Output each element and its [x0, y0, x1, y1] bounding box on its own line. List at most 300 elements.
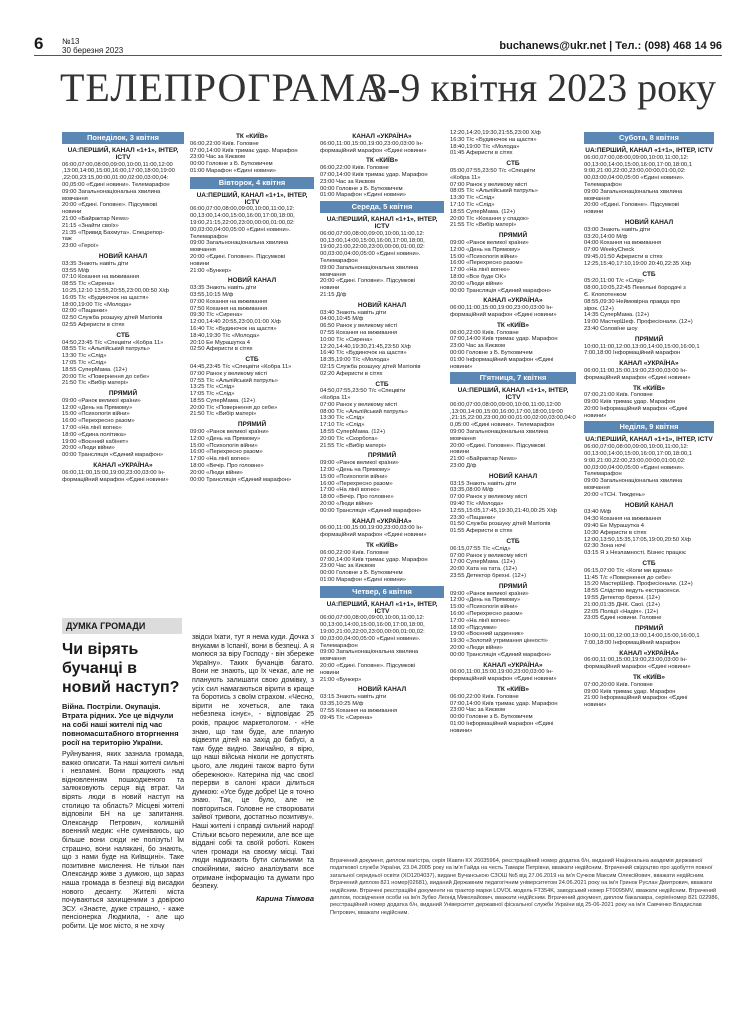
program-line: 21:00 «Байрактар News» [450, 456, 518, 463]
program-line: 13:25 Т/с «Слід» [190, 384, 235, 391]
program-line: новини» [450, 363, 473, 370]
program-line: 20:00 «Єдині. Головне». Підсумкові [584, 202, 680, 209]
issue-info [62, 37, 123, 55]
program-line: 07:50 Кохання на виживання [190, 305, 268, 312]
program-line: 18:40,19:00 Т/с «Молода» [450, 143, 520, 150]
article-headline: Чи вірять бучанці в новий наступ? [62, 641, 180, 696]
program-line: 01:50 Служба розшуку дітей Матіолів [450, 521, 551, 528]
program-line: 00:00 Трансляція «Єдиний марафон» [450, 287, 552, 294]
program-line: ,13:00,14:00,15:00,16:00,17:00,18:00,19:00 [62, 168, 175, 175]
program-line: 18:00,19:00 Т/с «Молода» [62, 301, 132, 308]
channel-name: UA:ПЕРШИЙ, КАНАЛ «1+1», ІНТЕР, ICTV [326, 600, 438, 615]
program-line: 23:00 Час за Києвом [450, 343, 506, 350]
day-header: П'ятниця, 7 квітня [450, 372, 576, 384]
channel-name: КАНАЛ «УКРАЇНА» [483, 297, 543, 305]
program-line: 03:15 Знають навіть діти [450, 480, 517, 487]
program-line: 09:45,01:50 Аферисти в сітях [584, 253, 663, 260]
program-line: 20:00 «Люди війни» [190, 469, 243, 476]
program-line: 22:05 Поліції «Надія». (12+) [584, 608, 659, 615]
program-line: 07:00 Ранок у великому місті [190, 370, 268, 377]
program-line: 07:00,20:00 Київ. Головне [584, 681, 653, 688]
article-lead: Війна. Постріли. Окупація. Втрата рідних. Усе це відчули на собі наші жителі під час повномасштабного вторгнення росії на територію України. [62, 702, 179, 747]
program-line: 07:55 Кохання на виживання [320, 707, 398, 714]
program-line: 01:00 Інформаційний марафон «Єдині [450, 720, 554, 727]
issue-number: №13 [62, 37, 80, 46]
program-line: ,21:15,22:00,23:00,00:00,01:00,02:00,03:00,04:0 [450, 415, 576, 422]
issue-date: 30 березня 2023 [62, 46, 124, 55]
program-line: 21:00 «Бункер» [190, 267, 232, 274]
channel-name: СТБ [506, 538, 520, 546]
program-line: 19:00 МастерШеф. Професіонали. (12+) [584, 319, 693, 326]
program-line: 10:30 Аферисти в сітях [584, 529, 647, 536]
program-line: 7:00,18:00 Інформаційний марафон [584, 350, 681, 357]
program-line: 21:00 «Бункер» [320, 676, 362, 683]
program-line: 08:55,09:30 Неймовірна правда про [584, 298, 681, 305]
day-header: Неділя, 9 квітня [584, 421, 714, 433]
program-line: 15:20 МастерШеф. Професіонали. (12+) [584, 581, 693, 588]
program-line: 11:45 Т/с «Повернення до себе» [584, 574, 671, 581]
channel-name: ТК «КИЇВ» [235, 133, 269, 140]
program-line: 07:55 Т/с «Альпійський патруль» [190, 377, 278, 384]
program-line: 09:00 Київ тримає удар. Марафон [584, 399, 676, 406]
program-line: 9:00,21:00,22:00,23:00,00:00,01:00,02: [584, 168, 686, 175]
program-line: 02:20 Аферисти в сітях [320, 370, 383, 377]
program-line: 16:00 «Перехресно разом» [320, 480, 393, 487]
program-line: 17:00 «На лінії вогню» [62, 425, 122, 432]
program-line: 12:25,15:40,17:10,19:00 20:40,22:35 Х/ф [584, 260, 691, 267]
program-line: 00,13:00,14:00,15:00,16:00,17:00,18:00, [320, 237, 425, 244]
program-line: 12:00,14:40 20:55,23:00,01:00 Х/ф [190, 319, 281, 326]
channel-name: ПРЯМИЙ [634, 625, 664, 633]
program-line: 07:00 Ранок у великому місті [320, 401, 398, 408]
program-line: мовчання [320, 656, 346, 663]
program-line: 00:00 Трансляція «Єдиний марафон» [450, 651, 552, 658]
program-line: 17:10 Т/с «Слід» [320, 422, 365, 429]
program-line: 06:00,11:00,15:00,19:00,23:00,03:00 Ін- [584, 657, 688, 664]
program-line: 7:00,18:00 Інформаційний марафон [584, 639, 681, 646]
channel-name: НОВИЙ КАНАЛ [227, 277, 277, 285]
program-line: 20:00 «Люди війни» [62, 445, 115, 452]
program-line: 03:55 М/ф [62, 267, 90, 274]
program-line: мовчання [584, 485, 610, 492]
program-line: 09:00 Загальнонаціональна хвилина [62, 188, 161, 195]
program-line: 10:00,11:00,12:00,13:00,14:00,15:00,16:00,1 [584, 343, 700, 350]
program-line: 13:30 Т/с «Слід» [62, 353, 107, 360]
program-line: 04:50,07:55,23:50 Т/с «Спецвіти [320, 388, 406, 395]
program-line: 20:00 «Люди війни» [450, 644, 503, 651]
program-line: мовчання [450, 435, 476, 442]
program-line: 12:00 «День на Прямому» [450, 246, 521, 253]
program-line: 19:55 Детектор брехні. (12+) [584, 595, 661, 602]
program-line: 00,13:00,14:00,15:00,16:00,17:00,18:00,1 [584, 161, 692, 168]
program-line: 07:00,14:00 Київ тримає удар. Марафон [450, 700, 558, 707]
program-line: 04:00,10:45 М/ф [320, 316, 364, 323]
program-line: 15:00 «Психологія війни» [190, 442, 258, 449]
channel-name: НОВИЙ КАНАЛ [357, 686, 407, 694]
program-line: 09:00 «Ранок великої країни» [450, 239, 529, 246]
program-line: 01:45 Аферисти в сітях [450, 150, 513, 157]
program-line: 03:40 Знають навіть діти [320, 309, 387, 316]
program-line: 07:10 Кохання на виживання [62, 274, 140, 281]
program-line: 20:00 Т/с «Скорбота» [320, 435, 378, 442]
program-line: 09:00 Загальнонаціональна хвилина [320, 264, 419, 271]
program-line: 03:20,14:00 М/ф [584, 233, 628, 240]
program-line: 06:00,11:00,15:00,19:00,23:00,03:00 Ін- [320, 525, 424, 532]
program-line: 00:00 Головне з Б. Бутковичем [190, 161, 273, 168]
program-line: новини» [450, 727, 473, 734]
program-line: 23:55 Детектор брехні. (12+) [450, 573, 527, 580]
program-line: 13:30 Т/с «Слід» [450, 195, 495, 202]
program-line: 04:45,23:45 Т/с «Спецвіти «Кобра 11» [190, 363, 292, 370]
program-line: 07:00 Ранок у великому місті [450, 181, 528, 188]
program-line: таж [62, 236, 72, 243]
page-header [34, 34, 722, 56]
program-line: 06:00,07:00,08:00,09:00,10:00,11:00,12:00 [450, 401, 561, 408]
program-line: 14:35 СуперМама. (12+) [584, 312, 650, 319]
program-line: 16:30 Т/с «Будиночок на щастя» [450, 136, 537, 143]
program-line: 09:00 «Ранок великої країни» [320, 460, 399, 467]
channel-name: UA:ПЕРШИЙ, КАНАЛ «1+1», ІНТЕР, ICTV [585, 436, 713, 444]
program-line: 17:10 Т/с «Слід» [450, 201, 495, 208]
channel-name: ПРЯМИЙ [367, 452, 397, 460]
opinion-article [62, 618, 316, 1018]
program-line: 20:00 «Єдині. Головне». Підсумкові [320, 662, 416, 669]
channel-name: ТК «КИЇВ» [496, 685, 530, 693]
program-line: 03:35,08:00 М/ф [450, 487, 494, 494]
program-line: 20:00 «ТСН. Тиждень» [584, 491, 645, 498]
program-line: 17:00 «На лінії вогню» [450, 617, 510, 624]
page-number: 6 [34, 34, 44, 53]
program-line: 21:00,01:35 ДНК. Свої. (12+) [584, 601, 660, 608]
program-line: 10:00,11:00,12:00,13:00,14:00,15:00,16:00,1 [584, 633, 700, 639]
program-line: 09:00 «Ранок великої країни» [62, 397, 141, 404]
channel-name: UA:ПЕРШИЙ, КАНАЛ «1+1», ІНТЕР, ICTV [457, 387, 569, 402]
program-line: 06:00,22:00 Київ. Головне [450, 329, 519, 336]
program-line: 12:00 «День на Прямому» [450, 597, 521, 604]
program-line: 07:00 WeekyCheck [584, 247, 635, 254]
program-line: 03:15 Я з Незламності. Бізнес працює [584, 550, 687, 557]
program-line: 02:50 Служба розшуку дітей Матіолів [62, 315, 163, 322]
program-line: 23:00 «Герої» [62, 243, 99, 250]
program-line: 01:55 Аферисти в сітях [450, 528, 513, 535]
contact-info: buchanews@ukr.net | Тел.: (098) 468 14 96 [499, 40, 722, 52]
program-line: 06:15,07:55 Т/с «Слід» [450, 545, 511, 552]
program-line: формаційний марафон «Єдині новини» [320, 532, 427, 539]
program-line: 16:40 Т/с «Будиночок на щастя» [320, 350, 407, 357]
day-header: Понеділок, 3 квітня [62, 132, 184, 144]
program-line: 23:05 Єдині новини. Головне [584, 615, 662, 622]
program-line: 03:55,10:15 М/ф [190, 291, 234, 298]
program-line: 18:00 «Все буде ОК» [450, 273, 507, 280]
program-line: 15:00 «Психологія війни» [62, 411, 130, 418]
program-line: 20:00 Інформаційний марафон «Єдині [584, 405, 688, 412]
program-line: 18:55 СуперМама. (12+) [62, 366, 128, 373]
program-line: 01:00 Інформаційний марафон «Єдині [450, 356, 554, 363]
program-line: 12:20,14:40,19:30,21:45,23:50 Х/ф [320, 343, 411, 350]
program-line: 00,03:00,04:00,05:00 «Єдині новини». [584, 175, 685, 182]
program-line: 03:00 Знають навіть діти [584, 226, 651, 233]
program-line: 17:00 «На лінії вогню» [320, 487, 380, 494]
program-line: 05:20,11:00 Т/с «Слід» [584, 278, 645, 285]
channel-name: КАНАЛ «УКРАЇНА» [483, 661, 543, 669]
channel-name: ТК «КИЇВ» [632, 673, 666, 681]
program-line: 09:30 Т/с «Сирена» [190, 312, 243, 319]
program-line: 01:00 Марафон «Єдині новини» [320, 577, 407, 584]
program-line: 23:40 Соловїне шоу [584, 325, 638, 332]
program-line: 07:00,14:00 Київ тримає удар. Марафон [190, 147, 298, 154]
program-line: 06:00,22:00 Київ. Головне [320, 165, 389, 172]
channel-name: ПРЯМИЙ [498, 232, 528, 240]
program-line: 18:00 «Вечір. Про головне» [190, 463, 264, 470]
program-line: 07:00 Ранок у великому місті [450, 552, 528, 559]
program-line: 0,05:00 «Єдині новини». Телемарафон [450, 422, 555, 429]
program-line: 03:35,10:25 М/ф [320, 700, 364, 707]
program-line: мовчання [190, 247, 216, 254]
program-line: 09:00 Київ тримає удар. Марафон [584, 688, 676, 695]
program-line: 10:25,12:10 13:55,20:55,23:00,00:50 Х/ф [62, 287, 169, 294]
program-line: Телемарафон [584, 471, 622, 478]
channel-name: СТБ [116, 331, 130, 339]
program-line: 18:55 СуперМама. (12+) [190, 397, 256, 404]
channel-name: UA:ПЕРШИЙ, КАНАЛ «1+1», ІНТЕР, ICTV [326, 216, 438, 230]
program-line: 19:00 «Воєнний щоденник» [450, 631, 524, 638]
program-line: 02:15 Служба розшуку дітей Матіолів [320, 363, 421, 370]
program-line: 16:00 «Перехресно разом» [62, 418, 135, 425]
program-line: 20:00 «Люди війни» [320, 501, 373, 508]
article-body-1: Руйнування, яких зазнала громада, важко описати. Та наші жителі сильні і незламні. Вони працюють над відновленням пошкодженого та залюковують серця від втрат. Чи вірять люди в новий наступ на столицю та область? Місцеві жителі відповіли БН на це запитання. Олександр Петрович, колишній военний медик: «Не сумніваюсь, що більше вони сюди не полізуть! Їм страшно, вони налякані, бо знають, що з нами буде на Київщині». Таке позитивне мислення. Не тільки пан Олександр живе з думкою, що зараз наша громада в безпеці від висадки нового десанту. Жителі міста почуваються захищеними з довірою ЗСУ. «Знаєте, дуже страшно, - каже пенсіонерка Людмила, - але що робити. Це моє місто, я не хочу [62, 751, 184, 930]
program-line: 23:00 Час за Києвом [320, 563, 376, 570]
program-line: 21:55 Т/с «Вибір матері» [320, 442, 387, 449]
program-line: новини [450, 449, 470, 456]
program-line: 21:55 Т/с «Вибір матері» [450, 222, 517, 229]
program-line: 03:35 Знають навіть діти [62, 260, 129, 267]
program-line: 04:00 Кохання на виживання [584, 240, 662, 247]
program-line: 00:00 Головне з Б. Бутковичем [320, 185, 403, 192]
channel-name: НОВИЙ КАНАЛ [357, 301, 407, 309]
channel-name: СТБ [506, 160, 520, 168]
program-line: 09:00 «Ранок великої країни» [190, 429, 269, 436]
program-line: 00:00 Трансляція «Єдиний марафон» [62, 452, 164, 459]
program-line: 06:00,07:00,08:00,09:00,10:00,11:00,12:00 [62, 161, 173, 168]
day-header: Середа, 5 квітня [320, 201, 444, 213]
program-line: формаційний марафон «Єдині новини» [450, 676, 557, 683]
program-line: 12:00,13:50,15:35,17:05,19:00,20:50 Х/ф [584, 536, 691, 543]
program-line: 18:00 «Єдина політика» [62, 431, 127, 438]
program-line: 00:00 Трансляція «Єдиний марафон» [320, 507, 422, 514]
channel-name: ТК «КИЇВ» [365, 542, 399, 550]
channel-name: UA:ПЕРШИЙ, КАНАЛ «1+1», ІНТЕР, ICTV [196, 191, 308, 206]
program-line: Є. Клопотенком [584, 291, 627, 298]
article-columns [62, 634, 316, 931]
channel-name: СТБ [642, 560, 656, 568]
program-line: 12:20,14:20,19:30,21:55,23:00 Х/ф [450, 130, 541, 136]
program-line: 07:00,21:00 Київ. Головне [584, 392, 653, 399]
program-line: 21:50 Т/с «Вибір матері» [62, 380, 129, 387]
program-line: 21:15 «Знайти своїх» [62, 222, 119, 229]
program-line: 21:15 Д/ф [320, 291, 347, 298]
program-line: 08:00 Т/с «Альпійський патруль» [320, 408, 408, 415]
program-line: 16:05 Т/с «Будиночок на щастя» [62, 294, 149, 301]
program-line: 08:55 Т/с «Альпійський патруль» [62, 346, 150, 353]
program-line: 04:30 Кохання на виживання [584, 516, 662, 523]
program-line: 12:55,15:05,17:45,19:30,21:40,00:25 Х/ф [450, 507, 557, 514]
program-line: 20:00 Т/с «Повернення до себе» [62, 373, 150, 380]
program-line: 17:00 «На лінії вогню» [450, 267, 510, 274]
page-title: ТЕЛЕПРОГРАМА [60, 65, 387, 110]
channel-name: ТК «КИЇВ» [365, 157, 399, 165]
program-line: 20:00 «Люди війни» [450, 280, 503, 287]
program-line: 00,05:00 «Єдині новини». Телемарафон [62, 181, 170, 188]
program-line: новини [320, 285, 340, 292]
channel-name: КАНАЛ «УКРАЇНА» [93, 462, 153, 470]
program-line: 06:00,11:00,15:00,19:00,23:00,03:00 Ін- [450, 305, 554, 312]
program-line: новини [62, 209, 82, 216]
program-line: 08:00,10:05,22:45 Пекельні бородачі з [584, 285, 686, 292]
date-range: 3-9 квітня 2023 року [367, 65, 716, 110]
program-line: 00,03:00,04:00,05:00 «Єдині новини». [320, 635, 421, 642]
program-line: 21:50 Т/с «Вибір матері» [190, 411, 257, 418]
program-line: 20:10 Ее Мурашутка 4 [190, 339, 250, 346]
program-line: 09:45 Т/с «Сирена» [320, 714, 373, 721]
program-line: 23:00 Час за Києвом [450, 707, 506, 714]
channel-name: НОВИЙ КАНАЛ [98, 252, 148, 260]
program-line: 09:40 Т/с «Молода» [450, 501, 504, 508]
program-line: формаційний марафон «Єдині новини» [584, 374, 691, 381]
program-line: 06:00,11:00,15:00,19:00,23:00,03:00 Ін- [320, 140, 424, 147]
program-line: 17:00 «На лінії вогню» [190, 456, 250, 463]
program-line: 06:00,22:00 Київ. Головне [190, 140, 259, 147]
channel-name: ПРЯМИЙ [498, 582, 528, 590]
schedule-column-4 [450, 130, 576, 850]
program-line: 04:50,23:45 Т/с «Спецвіти «Кобра 11» [62, 339, 164, 346]
program-line: 12:00 «День на Прямому» [190, 435, 261, 442]
schedule-column-1 [62, 130, 184, 610]
program-line: 07:55 Кохання на виживання [320, 329, 398, 336]
channel-name: ПРЯМИЙ [634, 335, 664, 343]
program-line: 09:00 Загальнонаціональна хвилина [584, 188, 683, 195]
program-line: 08:05 Т/с «Альпійський патруль» [450, 188, 538, 195]
program-line: 17:00 СуперМама. (12+) [450, 559, 516, 566]
program-line: 09:00 Загальнонаціональна хвилина [320, 649, 419, 656]
program-line: 07:00,14:00 Київ тримає удар. Марафон [450, 336, 558, 343]
program-line: 05:00,07:55,23:50 Т/с «Спецвіти [450, 167, 536, 174]
article-body-2: звідси їхати, тут я нема куди. Дочка з внуками в Іспанії, вони в безпеці. А я молюся за віру Господу - він збереже Україну». Таких бучанців багато. Вони не знають, що їх чекає, але не планують залишати свою домівку, з усіх сил намагаються вірити в краще та боротись з своїм страхом. «Чесно, вірити не хочеться, але така небезпека існує», - відповідає 25 років, працює маркетологом. - «Не знаю, що там буде, але планую відвезти дітей на захід до бабусі, а там буде видно. Звичайно, я вірю, що наші війська ніколи не допустять цього, але людині також варто бути обережною». Катерина під час своєї перерви в салоні краси ділиться думкою: «Усе буде добре! Це я точно знаю. Так, це було, але не повториться. Головне не створювати зайвої тривоги, достатньо позитиву». Наші жителі і справді сильний народ! Стільки всього пережили, але все ще віддані собі та своїй роботі. Кожен член громади на своєму місці. Такі люди надихають бути сильними та спокійними, якісно аналізувати все отримане інформацію та думати про безпеку. [192, 634, 314, 891]
program-line: ,13:00,14:00,15:00,16:00,17:00,18:00,19:00 [450, 408, 563, 415]
program-line: новини [320, 669, 340, 676]
program-line: 19:00,21:00,22:00,23:00,00:00,01:00,02: [320, 244, 425, 251]
program-line: 18:40,19:30 Т/с «Молода» [190, 332, 260, 339]
program-line: мовчання [320, 271, 346, 278]
program-line: 9:00,21:00,22:00,23:00,00:00,01:00,02: [584, 457, 686, 464]
program-line: зірок. (12+) [584, 305, 614, 312]
program-line: 16:00 «Перехресно разом» [450, 260, 523, 267]
program-line: 18:00 «Вечір. Про головне» [320, 494, 394, 501]
channel-name: КАНАЛ «УКРАЇНА» [352, 517, 412, 525]
program-line: 15:00 «Психологія війни» [320, 473, 388, 480]
program-line: ,22:00,23:15,00:00,01:00,02:00,03:00,04: [62, 175, 169, 182]
program-line: 02:55 Аферисти в сітях [62, 321, 125, 328]
program-line: 18:35,19:00 Т/с «Молода» [320, 357, 390, 364]
channel-name: СТБ [245, 356, 259, 364]
program-line: новини» [584, 412, 607, 419]
program-line: 19:00,21:00,22:00,23:00,00:00,01:00,02: [320, 629, 425, 635]
program-line: 06:00,07:00,08:00,09:00,10:00,11:00,12: [190, 206, 295, 213]
program-line: 18:55 СуперМама. (12+) [450, 208, 516, 215]
program-line: 20:00 «Єдині. Головне». Підсумкові [450, 442, 546, 449]
channel-name: СТБ [642, 270, 656, 278]
program-line: 02:30 Зона ночі [584, 543, 626, 550]
channel-name: КАНАЛ «УКРАЇНА» [352, 133, 412, 140]
lost-documents-notice: Втрачений документ, диплом магістра, серія ІКавпн КХ 26035964, реєстраційний номер додатка б/н, виданий Національна академія державної податкової служби України, 23.04.2005 року на ім'я Гайда на честь Тамари Петрівни, вважати недійсним. Втрачений свідоцтво про здобуття повної загальної середньої освіти (ХО1204037), видане Бучанською СЗОШ №5 від 27.06.2019 на ім'я Сучков Максим Олексійович, вважати недійсним. Втрачений диплом 821 номер(02681), виданий Державним педагогічним університетом 24.06.2021 року на ім'я Гринок Руслан Дмитрович, вважати недійсним. Втрачені реєстраційні документи на трактор марки LOVOL модель FT354K, заводський номер FT0095MV, вважати недійсним. Втрачений диплом, посвідчення особи на ім'я Зубко Леонід Миколайович, вважати недійсним. Втрачений документ, диплом бакалавра, серія/номер 821 022986, реєстраційний номер додатка б/н, виданий Університет державної фіскальної служби України від 25-06-2021 року на ім'я Савченко Владислав Петрович, вважати недійсним. [330, 858, 720, 916]
program-line: 09:00 «Ранок великої країни» [450, 590, 529, 597]
program-line: Телемарафон [584, 181, 622, 188]
program-line: 23:00 Час за Києвом [320, 178, 376, 185]
program-line: 00:00 Головне з Б. Бутковичем [450, 714, 533, 721]
program-line: Телемарафон [320, 642, 358, 649]
program-line: 06:00,07:00,08:00,09:00,10:00,11:00,12: [320, 615, 425, 622]
article-col-right [192, 634, 314, 931]
program-line: 06:00,22:00 Київ. Головне [320, 549, 389, 556]
program-line: 16:40 Т/с «Будиночок на щастя» [190, 325, 277, 332]
program-line: 07:00,14:00 Київ тримає удар. Марафон [320, 171, 428, 178]
channel-name: НОВИЙ КАНАЛ [624, 218, 674, 226]
channel-name: ТК «КИЇВ» [496, 321, 530, 329]
program-line: Телемарафон [190, 233, 228, 240]
program-line: 13:30 Т/с «Слід» [320, 415, 365, 422]
channel-name: КАНАЛ «УКРАЇНА» [619, 360, 679, 368]
program-line: 09:00 Загальнонаціональна хвилина [450, 429, 549, 436]
program-line: 06:00,22:00 Київ. Головне [450, 693, 519, 700]
program-line: 00,13:00,14:00,15:00,16:00,17:00,18:00,1 [584, 451, 692, 458]
program-line: 12:00 «День на Прямому» [320, 467, 391, 474]
program-line: 09:40 Ее Мурашутка 4 [584, 523, 644, 530]
program-line: 16:00 «Перехресно разом» [190, 449, 263, 456]
program-line: 00,03:00,04:00,05:00 «Єдині новини». [190, 226, 291, 233]
program-line: 19:00,21:15,22:00,23:00,00:00,01:00,02: [190, 219, 295, 226]
program-line: 09:00 Загальнонаціональна хвилина [584, 478, 683, 485]
channel-name: КАНАЛ «УКРАЇНА» [619, 649, 679, 657]
program-line: 07:00 Кохання на виживання [190, 298, 268, 305]
program-line: 19:30 «Золотий утримання цінності» [450, 638, 548, 645]
program-line: 07:00 Ранок у великому місті [450, 494, 528, 501]
program-line: 17:05 Т/с «Слід» [62, 359, 107, 366]
program-line: новини» [584, 702, 607, 709]
program-line: 00:00 Трансляція «Єдиний марафон» [190, 476, 292, 483]
program-line: 23:00 Час за Києвом [190, 154, 246, 161]
program-line: 03:40 М/ф [584, 509, 612, 516]
program-line: 20:00 «Єдині. Головне». Підсумкові [62, 202, 158, 209]
program-line: 09:00 Загальнонаціональна хвилина [190, 240, 289, 247]
program-line: 18:55 СуперМама. (12+) [320, 429, 386, 436]
program-line: 17:05 Т/с «Слід» [190, 391, 235, 398]
program-line: 02:00 «Пацанки» [62, 308, 108, 315]
program-line: Телемарафон [320, 257, 358, 264]
program-line: 03:35 Знають навіть діти [190, 285, 257, 292]
program-line: 20:00 Т/с «Повернення до себе» [190, 404, 278, 411]
program-line: мовчання [584, 195, 610, 202]
program-line: формаційний марафон «Єдині новини» [450, 311, 557, 318]
schedule-column-2 [190, 130, 314, 610]
day-header: Вівторок, 4 квітня [190, 177, 314, 189]
program-line: 08:55 Т/с «Сирена» [62, 281, 115, 288]
program-line: 06:00,07:00,08:00,09:00,10:00,11:00,12: [584, 444, 689, 451]
program-line: 15:00 «Психологія війни» [450, 253, 518, 260]
program-line: 21:35 «Привид Бахмута». Спецрепор- [62, 229, 165, 236]
program-line: формаційний марафон «Єдині новини» [584, 664, 691, 671]
program-line: 19:00 «Воєнний кабінет» [62, 438, 129, 445]
program-line: 01:00 Марафон «Єдині новини» [320, 192, 407, 199]
section-label: ДУМКА ГРОМАДИ [62, 618, 182, 634]
